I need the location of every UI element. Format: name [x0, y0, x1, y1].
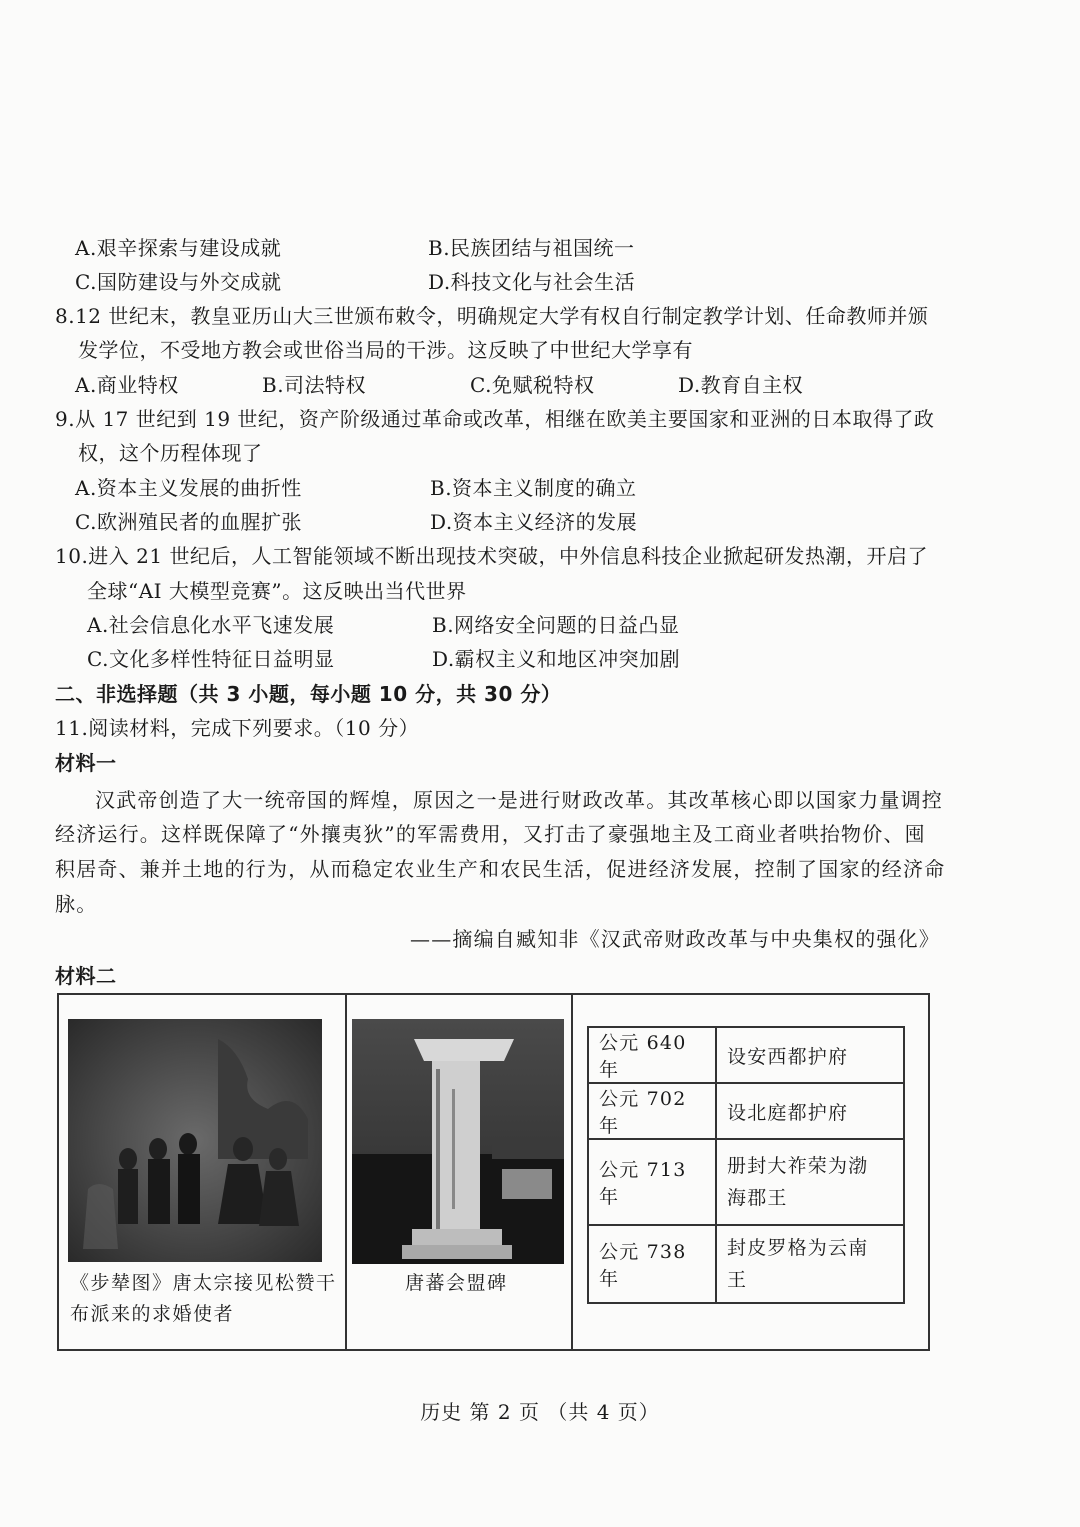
q10-option-a: A.社会信息化水平飞速发展 [87, 613, 335, 637]
q7-option-c: C.国防建设与外交成就 [75, 270, 282, 294]
q11-stem: 11.阅读材料，完成下列要求。（10 分） [55, 716, 420, 740]
q10-stem-line2: 全球“AI 大模型竞赛”。这反映出当代世界 [87, 579, 467, 603]
material1-label: 材料一 [55, 751, 117, 775]
painting-caption-line2: 布派来的求婚使者 [70, 1303, 235, 1325]
timeline-event-text: 设北庭都护府 [727, 1101, 849, 1124]
timeline-event-text: 王 [727, 1269, 748, 1291]
q7-option-b: B.民族团结与祖国统一 [428, 236, 635, 260]
box-divider [571, 995, 573, 1349]
timeline-event-text: 册封大祚荣为渤 [727, 1155, 869, 1177]
q9-option-d: D.资本主义经济的发展 [430, 510, 638, 534]
stele-caption: 唐蕃会盟碑 [405, 1272, 508, 1294]
timeline-year: 公元 738 年 [588, 1225, 716, 1303]
timeline-event [716, 1083, 904, 1139]
timeline-row [588, 1083, 904, 1139]
q8-option-b: B.司法特权 [262, 373, 367, 397]
material1-source: ——摘编自臧知非《汉武帝财政改革与中央集权的强化》 [410, 927, 940, 951]
timeline-row [588, 1225, 904, 1303]
timeline-event-text: 封皮罗格为云南 [727, 1237, 869, 1259]
q8-option-a: A.商业特权 [75, 373, 179, 397]
timeline-event [716, 1225, 904, 1303]
q10-option-c: C.文化多样性特征日益明显 [87, 647, 335, 671]
timeline-event [716, 1139, 904, 1225]
material1-line: 积居奇、兼并土地的行为，从而稳定农业生产和农民生活，促进经济发展，控制了国家的经济命 [55, 857, 946, 881]
timeline-row [588, 1027, 904, 1083]
q8-stem-line2: 发学位，不受地方教会或世俗当局的干涉。这反映了中世纪大学享有 [78, 338, 693, 362]
page-footer: 历史 第 2 页 （共 4 页） [420, 1400, 660, 1424]
timeline-year: 公元 640 年 [588, 1027, 716, 1083]
painting-image [68, 1019, 322, 1262]
timeline-year: 公元 713 年 [588, 1139, 716, 1225]
material1-line: 脉。 [55, 892, 98, 916]
tang-timeline-table [587, 1026, 905, 1304]
material2-label: 材料二 [55, 964, 117, 988]
box-divider [345, 995, 347, 1349]
timeline-event [716, 1027, 904, 1083]
q7-option-a: A.艰辛探索与建设成就 [75, 236, 282, 260]
timeline-year: 公元 702 年 [588, 1083, 716, 1139]
timeline-row [588, 1139, 904, 1225]
q10-option-b: B.网络安全问题的日益凸显 [432, 613, 680, 637]
q9-option-c: C.欧洲殖民者的血腥扩张 [75, 510, 302, 534]
q9-stem-line1: 9.从 17 世纪到 19 世纪，资产阶级通过革命或改革，相继在欧美主要国家和亚洲的日本取得了政 [55, 407, 935, 431]
q8-option-c: C.免赋税特权 [470, 373, 595, 397]
material1-line: 经济运行。这样既保障了“外攘夷狄”的军需费用，又打击了豪强地主及工商业者哄抬物价、囤 [55, 822, 926, 846]
q7-option-d: D.科技文化与社会生活 [428, 270, 636, 294]
painting-caption-line1: 《步辇图》唐太宗接见松赞干 [70, 1272, 337, 1294]
q9-stem-line2: 权，这个历程体现了 [78, 441, 263, 465]
q8-option-d: D.教育自主权 [678, 373, 804, 397]
q8-stem-line1: 8.12 世纪末，教皇亚历山大三世颁布敕令，明确规定大学有权自行制定教学计划、任命教师并颁 [55, 304, 929, 328]
timeline-event-text: 设安西都护府 [727, 1045, 849, 1068]
material1-line: 汉武帝创造了大一统帝国的辉煌，原因之一是进行财政改革。其改革核心即以国家力量调控 [95, 788, 943, 812]
timeline-event-text: 海郡王 [727, 1187, 788, 1209]
stele-image [352, 1019, 564, 1264]
q9-option-b: B.资本主义制度的确立 [430, 476, 637, 500]
q10-stem-line1: 10.进入 21 世纪后，人工智能领域不断出现技术突破，中外信息科技企业掀起研发热潮，开启了 [55, 544, 928, 568]
section2-title: 二、非选择题（共 3 小题，每小题 10 分，共 30 分） [55, 682, 562, 706]
q9-option-a: A.资本主义发展的曲折性 [75, 476, 302, 500]
q10-option-d: D.霸权主义和地区冲突加剧 [432, 647, 681, 671]
